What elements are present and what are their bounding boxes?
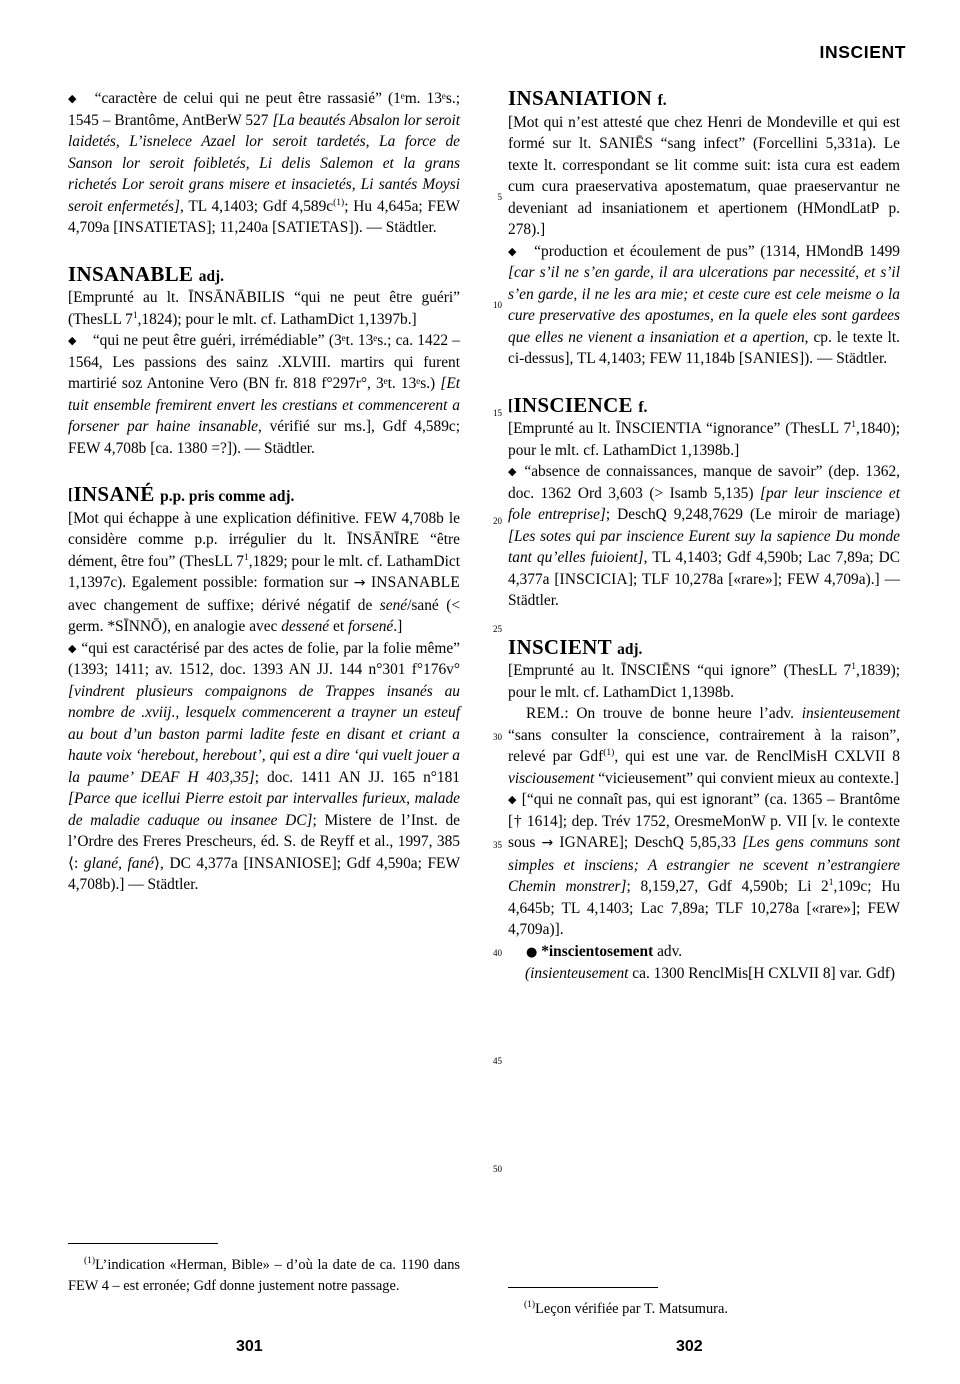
volume-superscript: 1 [132, 310, 138, 321]
column-left [68, 88, 460, 896]
etymology-block [508, 660, 900, 703]
entry-inscient [508, 634, 901, 985]
sense-citation: [Et tuit ensemble fremirent envert les crestians et commencerent a forsener par haine insanable [68, 375, 460, 435]
part-of-speech: f. [657, 92, 667, 109]
etymology-close: ,1840); pour le mlt. cf. LathamDict 1,1398b.] [508, 420, 900, 459]
etymology-block [68, 287, 460, 330]
sense-refs-tail: ]; Gdf 4,590a; FEW 4,708b).] — Städtler. [68, 854, 460, 893]
sense-refs-tail: , vérifié sur ms.], Gdf 4,589c; FEW 4,708b [ca. 1380 =?]). — Städtler. [68, 418, 461, 457]
sense-citation: [vindrent plusieurs compaignons de Trappes insanés au nombre de .xviij., lesquelx commencerent a trayner un esteuf au bout d’un baston parmi ladite feste en disant et criant a haute voix ‘herebout, herebout’, qui est a dire ‘qui vuelt jouer a la paume’ DEAF H 403,35] [68, 682, 460, 786]
remark-label: REM. [526, 705, 565, 722]
remark-open: : On trouve de bonne heure l’adv. [564, 705, 802, 722]
headword-line [68, 484, 460, 508]
part-of-speech: f. [638, 398, 648, 416]
line-number: 40 [493, 948, 502, 958]
entry-insane [68, 484, 460, 896]
line-number: 20 [493, 516, 502, 526]
remark-block [508, 703, 900, 789]
volume-superscript: 1 [828, 877, 834, 888]
sense-refs-d: ]). — Städtler. [348, 219, 437, 236]
page-number-left: 301 [236, 1338, 263, 1355]
subentry-block [508, 941, 900, 964]
sense-refs-mid3: ⟩, DC 4,377a [ [154, 854, 249, 872]
footnote-rule [508, 1287, 658, 1288]
sense-gloss: “absence de connaissances, manque de savoir” [524, 463, 823, 480]
sense-refs-tail: ; 8,159,27, Gdf 4,590b; Li 2 [626, 878, 829, 895]
footnote-body: L’indication «Herman, Bible» – d’où la date de ca. 1190 dans FEW 4 – est erronée; Gdf donne justement notre passage. [68, 1257, 460, 1294]
etymon-reference: SATIETAS [277, 219, 349, 236]
line-number: 50 [493, 1164, 502, 1174]
headword-line [508, 634, 900, 661]
headword-line [68, 261, 460, 288]
etymon-reference: INSATIETAS [118, 219, 207, 236]
sense-refs-open: (1393; 1411; av. 1512, doc. 1393 AN JJ. 144 n°301 f°176v° [68, 661, 460, 678]
headword: INSCIENT [508, 634, 612, 659]
sense-citation: [par leur inscience et fole entreprise] [508, 484, 900, 523]
diamond-bullet-icon: ◆ [508, 793, 518, 806]
etymology-close: ,1824); pour le mlt. cf. LathamDict 1,1397b.] [137, 310, 417, 328]
remark-close: “vicieusement” qui convient mieux au contexte.] [594, 769, 900, 787]
sense-refs-mid: , cp. le texte lt. ci-dessus], TL 4,1403; FEW 11,184b [ [508, 328, 900, 367]
column-right [508, 88, 900, 985]
etymology-open: [Mot qui échappe à une explication définitive. FEW 4,708b le considère comme p.p. irrégulier du lt. ĪNSĀNĪRE “être dément, être fou” (ThesLL 7 [68, 509, 460, 570]
sense-block [68, 638, 460, 896]
footnote-left [68, 1243, 460, 1296]
attestation-lemma: (insienteusement [525, 965, 629, 982]
sense-refs-tail2: ,109c; Hu 4,645b; TL 4,1403; Lac 7,89a; TLF 10,278a [«rare»]; FEW 4,709a)]. [508, 878, 901, 938]
sense-gloss: “production et écoulement de pus” [534, 242, 755, 260]
page-number-right: 302 [676, 1338, 703, 1355]
etymology-block [508, 418, 900, 461]
etymology-italic: forsené [347, 618, 394, 635]
volume-superscript: 1 [851, 419, 856, 430]
footnote-body: Leçon vérifiée par T. Matsumura. [535, 1301, 728, 1317]
line-number: 25 [493, 624, 502, 634]
etymology-mid4: et [329, 618, 348, 635]
remark-italic: insienteusement [801, 705, 900, 722]
headword: INSANABLE [68, 261, 194, 286]
remark-mid: “sans consulter la conscience, contrairement à la raison”, relevé par Gdf [508, 726, 900, 765]
headword: INSCIENCE [513, 392, 633, 417]
cross-reference: IGNARE [559, 834, 619, 851]
sense-gloss: “qui ne peut être guéri, irrémédiable” [92, 332, 325, 349]
diamond-bullet-icon: ◆ [68, 334, 77, 347]
attestation-source: RenclMis[H [688, 965, 765, 982]
footnote-ref: (1) [603, 747, 615, 758]
etymology-open: [Emprunté au lt. ĪNSCIENTIA “ignorance” (ThesLL 7 [508, 420, 852, 437]
sense-refs-c: ]; 11,240a [ [206, 219, 278, 236]
headword: INSANÉ [73, 482, 155, 506]
entry-insanable [68, 261, 461, 460]
footnote-text [508, 1299, 900, 1320]
line-number: 10 [493, 300, 502, 310]
etymology-italic: sené [379, 596, 408, 614]
etymology-block: [Mot qui n’est attesté que chez Henri de Mondeville et qui est formé sur lt. SANIĒS “sang infect” (Forcellini 5,331a). Le texte lt. correspondant se lit comme suit: ista cura est eadem cum cura praeservativa apostematum, quae praeservantur ne deveniant ad insaniationem et apertionem (HMondLatP p. 278).] [508, 113, 900, 238]
sense-citation: [La beautés Absalon lor seroit laidetés, L’isnelece Azael lor seroit tardetés, La force de Sanson lor seroit foibletés, Li delis Salemon et la grans richetés Lor seroit grans misere et insacietés, Li santés Moysi seroit enfermetés] [68, 111, 461, 215]
diamond-bullet-icon: ◆ [68, 92, 79, 105]
circle-bullet-icon: ● [526, 944, 538, 960]
sense-refs-open: (1ᵉm. 13ᵉs.; 1545 – Brantôme, AntBerW 527 [68, 90, 460, 129]
headword-line [508, 392, 900, 419]
subentry-attestation [508, 963, 900, 985]
subentry-lemma: *inscientosement [541, 942, 654, 960]
sense-refs-mid3: ]; TLF 10,278a [«rare»]; FEW 4,709a).] — Städtler. [508, 570, 900, 609]
arrow-icon: → [353, 575, 366, 591]
part-of-speech: p.p. pris comme adj. [160, 488, 295, 505]
headword-bracket: [ [508, 396, 514, 414]
attestation-tail: CXLVII 8] var. Gdf) [768, 965, 896, 982]
etymology-mid2: avec changement de suffixe; dérivé négatif de [68, 596, 380, 614]
sense-refs-mid2: ; Mistere de l’Inst. de l’Ordre des Freres Prescheurs, éd. S. de Reyff et al., 1997, 385 ⟨: [68, 811, 460, 872]
volume-superscript: 1 [244, 552, 249, 563]
headword-line [508, 88, 900, 112]
line-number-gutter [478, 88, 502, 1268]
etymon-reference: INSCICIA [559, 570, 628, 588]
footnote-rule [68, 1243, 218, 1244]
etymology-italic: dessené [281, 618, 330, 635]
arrow-icon: → [541, 835, 554, 851]
sense-refs-mid: ; doc. 1411 AN JJ. 165 n°181 [254, 768, 461, 786]
footnote-marker: (1) [84, 1256, 96, 1267]
sense-refs-open: (dep. 1362, doc. 1362 Ord 3,603 (> Isamb 5,135) [508, 463, 901, 502]
etymology-close: ,1839); pour le mlt. cf. LathamDict 1,1398b. [508, 662, 900, 701]
sense-refs-mid2: , TL 4,1403; Gdf 4,590b; Lac 7,89a; DC 4,377a [ [508, 549, 900, 588]
sense-block [508, 461, 900, 612]
etymology-close: .] [393, 618, 403, 635]
line-number: 15 [493, 408, 502, 418]
sense-block [508, 789, 900, 941]
sense-block [508, 241, 900, 370]
footnote-marker: (1) [524, 1300, 536, 1311]
sense-gloss: “qui est caractérisé par des actes de folie, par la folie même” [81, 639, 460, 657]
line-number: 5 [497, 192, 502, 202]
footnote-right [508, 1287, 900, 1320]
footnote-ref: (1) [333, 197, 345, 208]
part-of-speech: adj. [198, 267, 225, 285]
etymology-open: [Emprunté au lt. ĪNSCIĒNS “qui ignore” (ThesLL 7 [508, 662, 852, 679]
sense-citation: [car s’il ne s’en garde, il ara ulcerations par necessité, et s’il s’en garde, il ne les ara mie; et ceste cure est cele meisme o la cure preservative des apostumes, en la quele eles sont gardees que elles ne vienent a insaniation et a apertion [508, 264, 900, 346]
remark-italic: visciousement [508, 769, 595, 787]
sense-refs-b: ; Hu 4,645a; FEW 4,709a [ [68, 197, 460, 236]
sense-refs-a: , TL 4,1403; Gdf 4,589c [179, 197, 334, 215]
footnote-text [68, 1255, 460, 1296]
sense-citation: [Parce que icellui Pierre estoit par intervalles furieux, malade de maladie caduque ou insanee DC] [68, 790, 460, 829]
headword: INSANIATION [508, 86, 653, 110]
etymon-reference: INSANIOSE [248, 854, 332, 872]
sense-refs-mid: ; DeschQ 9,248,7629 (Le miroir de mariage) [605, 506, 900, 523]
etymology-block [68, 508, 460, 638]
subentry-pos: adv. [657, 942, 683, 960]
cross-reference: INSANABLE [370, 574, 460, 591]
running-head: INSCIENT [819, 42, 906, 62]
etymology-mid: ,1829; pour le mlt. cf. LathamDict 1,1397c). Egalement possible: formation sur [68, 552, 461, 591]
sense-citation: [Les gens communs sont simples et insciens; A estrangier ne scevent n’estrangiere Chemin monstrer] [508, 834, 900, 895]
sense-citation: glané, fané [83, 854, 155, 872]
diamond-bullet-icon: ◆ [508, 244, 519, 258]
etymology-open: [Emprunté au lt. ĪNSĀNĀBILIS “qui ne peut être guéri” (ThesLL 7 [68, 289, 460, 328]
attestation-date: ca. 1300 [632, 965, 685, 982]
remark-mid2: , qui est une var. de RenclMisH CXLVII 8 [614, 748, 900, 765]
sense-gloss: [“qui ne connaît pas, qui est ignorant” [521, 791, 760, 808]
sense-refs-open: (3ᵉt. 13ᵉs.; ca. 1422 – 1564, Les passions des sainz .XLVIII. martirs qui furent martirié soz Antonine Vero (BN fr. 818 f°297r°, 3ᵉt. 13ᵉs.) [68, 332, 461, 392]
diamond-bullet-icon: ◆ [68, 641, 78, 655]
headword-bracket: [ [68, 486, 74, 503]
sense-citation: [Les sotes qui par inscience Eurent suy la sapience Du monde tant qu’elles fuioient] [508, 527, 900, 566]
etymon-reference: SANIES [743, 350, 800, 367]
sense-refs-tail: ]). — Städtler. [799, 350, 888, 367]
line-number: 45 [493, 1056, 502, 1066]
sense-refs-open: (ca. 1365 – Brantôme [† 1614]; dep. Trév 1752, OresmeMonW p. VII [v. le contexte sous [508, 791, 900, 851]
etymology-mid3: /sané (< germ. *SĪNNŌ), en analogie avec [68, 596, 460, 635]
line-number: 30 [493, 732, 502, 742]
diamond-bullet-icon: ◆ [508, 465, 519, 478]
line-number: 35 [493, 840, 502, 850]
sense-block [68, 330, 460, 459]
part-of-speech: adj. [617, 640, 643, 658]
sense-refs-mid: ]; DeschQ 5,85,33 [618, 834, 743, 851]
sense-gloss: “caractère de celui qui ne peut être rassasié” [94, 90, 382, 107]
sense-block-continued [68, 88, 460, 239]
entry-inscience [508, 392, 901, 612]
sense-refs-open: (1314, HMondB 1499 [760, 242, 900, 260]
volume-superscript: 1 [851, 661, 856, 672]
entry-insaniation [508, 88, 900, 370]
